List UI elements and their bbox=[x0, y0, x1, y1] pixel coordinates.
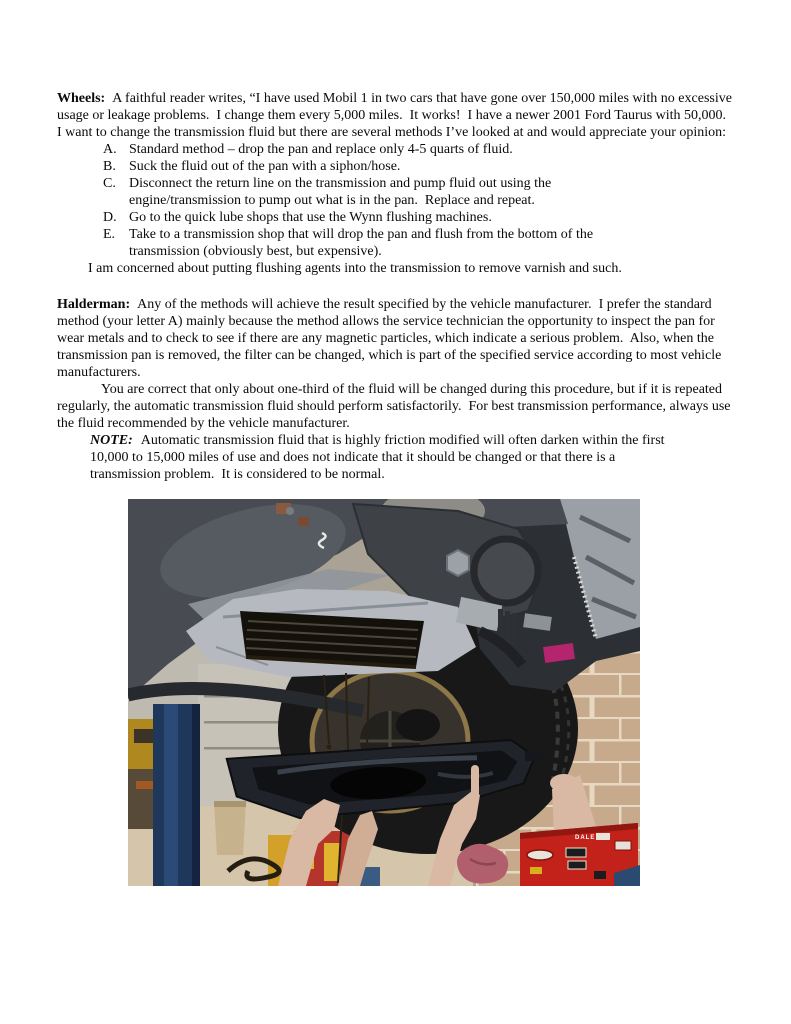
list-item-c bbox=[103, 175, 735, 209]
answer-followup-paragraph: You are correct that only about one-third of the fluid will be changed during this procedure, but if it is repeated regularly, the automatic transmission fluid should perform satisfactorily. For best transmission performance, always use the fluid recommended by the vehicle manufacturer. bbox=[57, 382, 735, 431]
brake-caliper bbox=[396, 709, 440, 741]
figure-transmission-pan-photo bbox=[128, 499, 640, 886]
question-intro-text: A faithful reader writes, “I have used Mobil 1 in two cars that have gone over 150,000 miles with no excessive usage or leakage problems. I change them every 5,000 miles. It works! I have a newer 2001 Ford Taurus with 50,000. I want to change the transmission fluid but there are several methods I’ve looked at and would appreciate your opinion: bbox=[57, 91, 736, 140]
list-letter: E. bbox=[103, 227, 116, 242]
question-paragraph bbox=[57, 90, 735, 141]
pointing-finger bbox=[471, 765, 479, 799]
note-paragraph bbox=[90, 432, 670, 483]
list-item-a bbox=[103, 141, 735, 158]
list-item-e bbox=[103, 226, 735, 260]
options-list bbox=[103, 141, 735, 260]
answer-label: Halderman: bbox=[57, 297, 131, 312]
list-text: Suck the fluid out of the pan with a siphon/hose. bbox=[129, 159, 401, 174]
note-label: NOTE: bbox=[90, 433, 133, 448]
answer-paragraph bbox=[57, 296, 735, 381]
list-text-cont: transmission (obviously best, but expensive). bbox=[129, 244, 382, 259]
list-letter: C. bbox=[103, 176, 116, 191]
list-text: Go to the quick lube shops that use the Wynn flushing machines. bbox=[129, 210, 492, 225]
list-letter: D. bbox=[103, 210, 117, 225]
answer-text: Any of the methods will achieve the result specified by the vehicle manufacturer. I prefer the standard method (your letter A) mainly because the method allows the service technician the opportunity to inspect the pan for wear metals and to check to see if there are any magnetic particles, which indicate a serious problem. Also, when the transmission pan is removed, the filter can be changed, which is part of the specified service according to most vehicle manufacturers. bbox=[57, 297, 725, 380]
list-item-b bbox=[103, 158, 735, 175]
list-text: Disconnect the return line on the transmission and pump fluid out using the bbox=[129, 176, 552, 191]
list-item-d bbox=[103, 209, 735, 226]
question-closing-line: I am concerned about putting flushing agents into the transmission to remove varnish and such. bbox=[88, 261, 622, 276]
note-text: Automatic transmission fluid that is highly friction modified will often darken within the first 10,000 to 15,000 miles of use and does not indicate that it should be changed or that there is a transmission problem. It is considered to be normal. bbox=[90, 433, 669, 482]
hex-bolt bbox=[447, 550, 469, 576]
list-text: Standard method – drop the pan and replace only 4-5 quarts of fluid. bbox=[129, 142, 513, 157]
toolbox-sticker-oval bbox=[527, 850, 553, 860]
toolbox-sticker-text: DALE bbox=[575, 835, 596, 841]
photo-illustration bbox=[128, 499, 640, 886]
bushing-ring bbox=[474, 539, 538, 603]
toolbox-sticker bbox=[596, 833, 610, 840]
pan-edge-tab bbox=[525, 750, 543, 761]
list-text-cont: engine/transmission to pump out what is in the pan. Replace and repeat. bbox=[129, 193, 535, 208]
question-label: Wheels: bbox=[57, 91, 106, 106]
list-letter: B. bbox=[103, 159, 116, 174]
right-hand bbox=[550, 774, 578, 792]
list-letter: A. bbox=[103, 142, 117, 157]
list-text: Take to a transmission shop that will drop the pan and flush from the bottom of the bbox=[129, 227, 594, 242]
trash-can bbox=[214, 801, 246, 855]
